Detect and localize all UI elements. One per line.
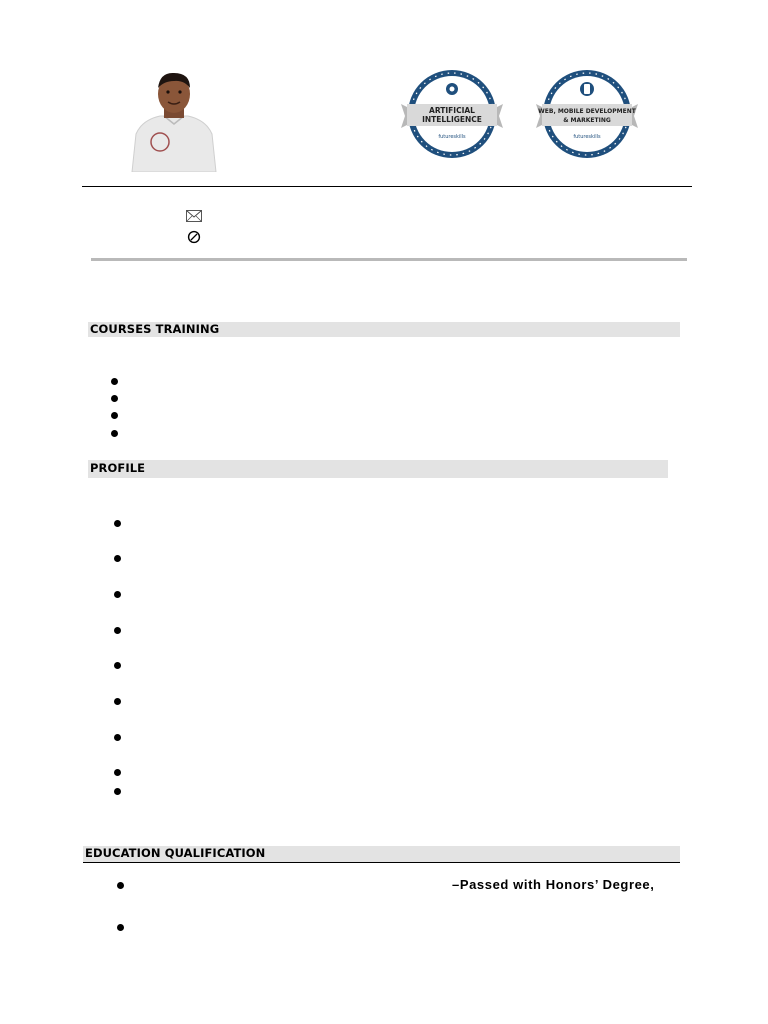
section-header-education xyxy=(83,846,680,863)
header-divider xyxy=(82,186,692,187)
list-bullet xyxy=(114,734,121,741)
svg-text:INTELLIGENCE: INTELLIGENCE xyxy=(422,115,482,124)
list-bullet xyxy=(114,555,121,562)
svg-text:futureskills: futureskills xyxy=(573,134,601,140)
contact-divider xyxy=(91,258,687,261)
education-title: EDUCATION QUALIFICATION xyxy=(85,846,266,860)
section-header-courses xyxy=(88,322,680,337)
list-bullet xyxy=(111,412,118,419)
courses-title: COURSES TRAINING xyxy=(90,322,220,336)
section-header-profile xyxy=(88,460,668,478)
svg-text:WEB, MOBILE DEVELOPMENT: WEB, MOBILE DEVELOPMENT xyxy=(538,108,636,115)
profile-title: PROFILE xyxy=(90,461,146,475)
profile-photo xyxy=(120,64,228,172)
list-bullet xyxy=(117,924,124,931)
svg-text:futureskills: futureskills xyxy=(438,134,466,140)
list-bullet xyxy=(114,769,121,776)
envelope-icon xyxy=(186,209,202,223)
list-bullet xyxy=(114,662,121,669)
list-bullet xyxy=(114,698,121,705)
list-bullet xyxy=(111,378,118,385)
list-bullet xyxy=(114,591,121,598)
list-bullet xyxy=(111,395,118,402)
ai-certification-badge xyxy=(399,68,505,160)
phone-icon xyxy=(186,230,202,244)
list-bullet xyxy=(114,627,121,634)
list-bullet xyxy=(114,788,121,795)
list-bullet xyxy=(111,430,118,437)
list-bullet xyxy=(117,882,124,889)
list-bullet xyxy=(114,520,121,527)
svg-text:& MARKETING: & MARKETING xyxy=(563,117,611,124)
svg-text:ARTIFICIAL: ARTIFICIAL xyxy=(429,106,475,115)
education-entry-text: –Passed with Honors’ Degree, xyxy=(452,877,655,892)
web-mobile-certification-badge xyxy=(534,68,640,160)
